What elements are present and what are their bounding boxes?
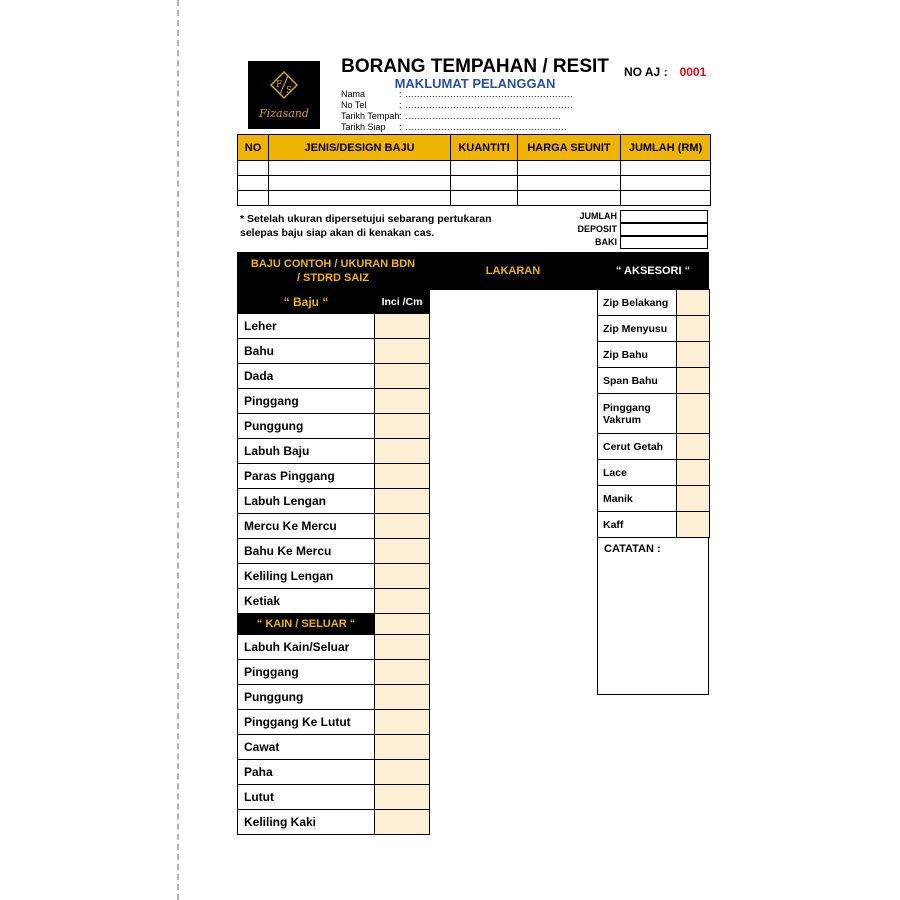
order-cell[interactable]	[269, 191, 451, 206]
measure-value-cell[interactable]	[375, 660, 430, 685]
note-line-2: selepas baju siap akan di kenakan cas.	[240, 227, 435, 239]
aksesori-value-cell[interactable]	[677, 460, 710, 486]
total-box-deposit[interactable]	[620, 223, 708, 236]
measure-value-cell[interactable]	[375, 439, 430, 464]
aksesori-row	[598, 394, 710, 434]
measure-label: Paha	[238, 760, 375, 785]
measure-label: Pinggang	[238, 389, 375, 414]
order-cell[interactable]	[451, 191, 518, 206]
measure-value-cell[interactable]	[375, 339, 430, 364]
measure-row	[238, 314, 430, 339]
order-cell[interactable]	[238, 176, 269, 191]
measure-value-cell[interactable]	[375, 735, 430, 760]
measure-label: Labuh Lengan	[238, 489, 375, 514]
field-row-tarikh-tempah	[341, 111, 573, 122]
aksesori-label: Lace	[598, 460, 677, 486]
aksesori-row	[598, 512, 710, 538]
aksesori-value-cell[interactable]	[677, 434, 710, 460]
measure-label: Labuh Kain/Seluar	[238, 635, 375, 660]
measurement-column	[237, 290, 429, 835]
note-line-1: * Setelah ukuran dipersetujui sebarang pertukaran	[240, 213, 492, 225]
measure-row	[238, 810, 430, 835]
field-dotted-line-tarikh-siap[interactable]: : ......................................................	[399, 122, 568, 132]
measure-row	[238, 364, 430, 389]
measure-value-cell[interactable]	[375, 564, 430, 589]
form-subtitle: MAKLUMAT PELANGGAN	[394, 76, 556, 91]
catatan-box[interactable]	[597, 537, 709, 695]
measure-label: Ketiak	[238, 589, 375, 614]
measure-label: Punggung	[238, 414, 375, 439]
total-row-deposit	[552, 222, 708, 236]
field-row-notel	[341, 100, 573, 111]
aksesori-label: Zip Menyusu	[598, 316, 677, 342]
aksesori-value-cell[interactable]	[677, 342, 710, 368]
field-label-tarikh-tempah: Tarikh Tempah	[341, 111, 400, 121]
aksesori-value-cell[interactable]	[677, 290, 710, 316]
measure-value-cell[interactable]	[375, 635, 430, 660]
measure-row	[238, 564, 430, 589]
measure-label: Keliling Lengan	[238, 564, 375, 589]
total-label-deposit: DEPOSIT	[577, 224, 617, 234]
order-row	[238, 191, 711, 206]
measure-label: Keliling Kaki	[238, 810, 375, 835]
measure-value-cell[interactable]	[375, 364, 430, 389]
measure-value-cell[interactable]	[375, 810, 430, 835]
no-aj-value: 0001	[679, 65, 707, 79]
catatan-label: CATATAN :	[604, 543, 661, 555]
field-row-tarikh-siap	[341, 122, 573, 133]
section-header-baju-contoh: BAJU CONTOH / UKURAN BDN / STDRD SAIZ	[237, 252, 429, 290]
svg-text:F: F	[276, 80, 283, 90]
measure-label: Leher	[238, 314, 375, 339]
aksesori-column	[597, 289, 709, 695]
total-box-baki[interactable]	[620, 236, 708, 249]
measure-row	[238, 710, 430, 735]
measure-label: Mercu Ke Mercu	[238, 514, 375, 539]
field-label-tarikh-siap: Tarikh Siap	[341, 122, 386, 132]
measure-label: Labuh Baju	[238, 439, 375, 464]
measure-row	[238, 414, 430, 439]
measure-value-cell[interactable]	[375, 760, 430, 785]
order-header-no: NO	[238, 135, 269, 161]
aksesori-row	[598, 316, 710, 342]
order-cell[interactable]	[621, 191, 711, 206]
brand-name: Fizasand	[259, 107, 309, 120]
brand-logo	[248, 61, 320, 129]
field-dotted-line-notel[interactable]: : ........................................................	[399, 100, 574, 110]
measure-value-cell[interactable]	[375, 589, 430, 614]
aksesori-label: Kaff	[598, 512, 677, 538]
total-box-jumlah[interactable]	[620, 210, 708, 223]
measure-label: Pinggang Ke Lutut	[238, 710, 375, 735]
baju-header: “ Baju “	[238, 291, 375, 314]
unit-header: Inci /Cm	[375, 291, 430, 314]
measure-label: Paras Pinggang	[238, 464, 375, 489]
measure-label: Bahu	[238, 339, 375, 364]
measure-row	[238, 389, 430, 414]
measure-row	[238, 339, 430, 364]
aksesori-value-cell[interactable]	[677, 368, 710, 394]
measure-label: Punggung	[238, 685, 375, 710]
aksesori-row	[598, 290, 710, 316]
kain-header-row	[238, 614, 430, 635]
measure-value-cell[interactable]	[375, 539, 430, 564]
section-header-lakaran: LAKARAN	[429, 252, 597, 290]
aksesori-label: Span Bahu	[598, 368, 677, 394]
aksesori-label: Pinggang Vakrum	[598, 394, 677, 434]
total-label-jumlah: JUMLAH	[579, 211, 617, 221]
order-cell[interactable]	[238, 191, 269, 206]
aksesori-row	[598, 434, 710, 460]
total-label-baki: BAKI	[595, 237, 617, 247]
baju-header-row	[238, 291, 430, 314]
measure-value-cell[interactable]	[375, 414, 430, 439]
order-cell[interactable]	[269, 161, 451, 176]
order-row	[238, 176, 711, 191]
total-row-baki	[552, 235, 708, 249]
measure-value-cell[interactable]	[375, 489, 430, 514]
measurement-note	[240, 212, 540, 240]
order-header-row	[238, 135, 711, 161]
measure-row	[238, 760, 430, 785]
order-cell[interactable]	[451, 176, 518, 191]
measure-row	[238, 785, 430, 810]
order-header-jenis: JENIS/DESIGN BAJU	[269, 135, 451, 161]
field-row-nama	[341, 89, 573, 100]
form-title: BORANG TEMPAHAN / RESIT	[341, 56, 609, 77]
measure-value-cell[interactable]	[375, 389, 430, 414]
order-header-harga: HARGA SEUNIT	[518, 135, 621, 161]
aksesori-label: Zip Bahu	[598, 342, 677, 368]
measure-value-cell[interactable]	[375, 785, 430, 810]
measure-row	[238, 514, 430, 539]
measure-label: Cawat	[238, 735, 375, 760]
aksesori-label: Zip Belakang	[598, 290, 677, 316]
svg-text:S: S	[286, 86, 293, 96]
field-dotted-line-tarikh-tempah[interactable]: : ....................................................	[399, 111, 562, 121]
aksesori-row	[598, 486, 710, 512]
measure-row	[238, 685, 430, 710]
aksesori-row	[598, 368, 710, 394]
field-label-notel: No Tel	[341, 100, 367, 110]
measure-row	[238, 635, 430, 660]
order-row	[238, 161, 711, 176]
totals	[552, 209, 708, 248]
measure-row	[238, 439, 430, 464]
aksesori-label: Manik	[598, 486, 677, 512]
order-cell[interactable]	[518, 161, 621, 176]
order-header-jumlah: JUMLAH (RM)	[621, 135, 711, 161]
measure-row	[238, 735, 430, 760]
aksesori-row	[598, 342, 710, 368]
total-row-jumlah	[552, 209, 708, 223]
aksesori-label: Cerut Getah	[598, 434, 677, 460]
measure-row	[238, 489, 430, 514]
measure-value-cell[interactable]	[375, 514, 430, 539]
measure-row	[238, 660, 430, 685]
order-cell[interactable]	[518, 176, 621, 191]
measure-value-cell[interactable]	[375, 614, 430, 635]
measure-row	[238, 539, 430, 564]
customer-info	[341, 89, 573, 133]
measure-label: Dada	[238, 364, 375, 389]
measure-label: Lutut	[238, 785, 375, 810]
order-cell[interactable]	[269, 176, 451, 191]
measure-value-cell[interactable]	[375, 710, 430, 735]
perforation-dashed-line	[177, 0, 179, 900]
aksesori-value-cell[interactable]	[677, 512, 710, 538]
field-label-nama: Nama	[341, 89, 366, 99]
lakaran-sketch-area[interactable]	[429, 290, 597, 705]
order-table	[237, 134, 711, 206]
aksesori-value-cell[interactable]	[677, 486, 710, 512]
no-aj-label: NO AJ :	[624, 65, 668, 79]
measure-label: Bahu Ke Mercu	[238, 539, 375, 564]
measure-label: Pinggang	[238, 660, 375, 685]
measure-value-cell[interactable]	[375, 685, 430, 710]
kain-section-header: “ KAIN / SELUAR “	[238, 614, 375, 635]
aksesori-value-cell[interactable]	[677, 316, 710, 342]
order-cell[interactable]	[518, 191, 621, 206]
measure-row	[238, 464, 430, 489]
no-aj	[624, 65, 706, 79]
measure-value-cell[interactable]	[375, 464, 430, 489]
order-cell[interactable]	[451, 161, 518, 176]
order-cell[interactable]	[238, 161, 269, 176]
field-dotted-line-nama[interactable]: : ........................................................	[399, 89, 574, 99]
aksesori-table	[597, 289, 710, 538]
aksesori-value-cell[interactable]	[677, 394, 710, 434]
order-cell[interactable]	[621, 176, 711, 191]
order-header-kuantiti: KUANTITI	[451, 135, 518, 161]
measure-value-cell[interactable]	[375, 314, 430, 339]
order-cell[interactable]	[621, 161, 711, 176]
aksesori-row	[598, 460, 710, 486]
baju-measurement-table	[237, 290, 430, 835]
section-header-aksesori: “ AKSESORI “	[597, 252, 709, 290]
diamond-monogram-icon	[269, 70, 299, 105]
measure-row	[238, 589, 430, 614]
